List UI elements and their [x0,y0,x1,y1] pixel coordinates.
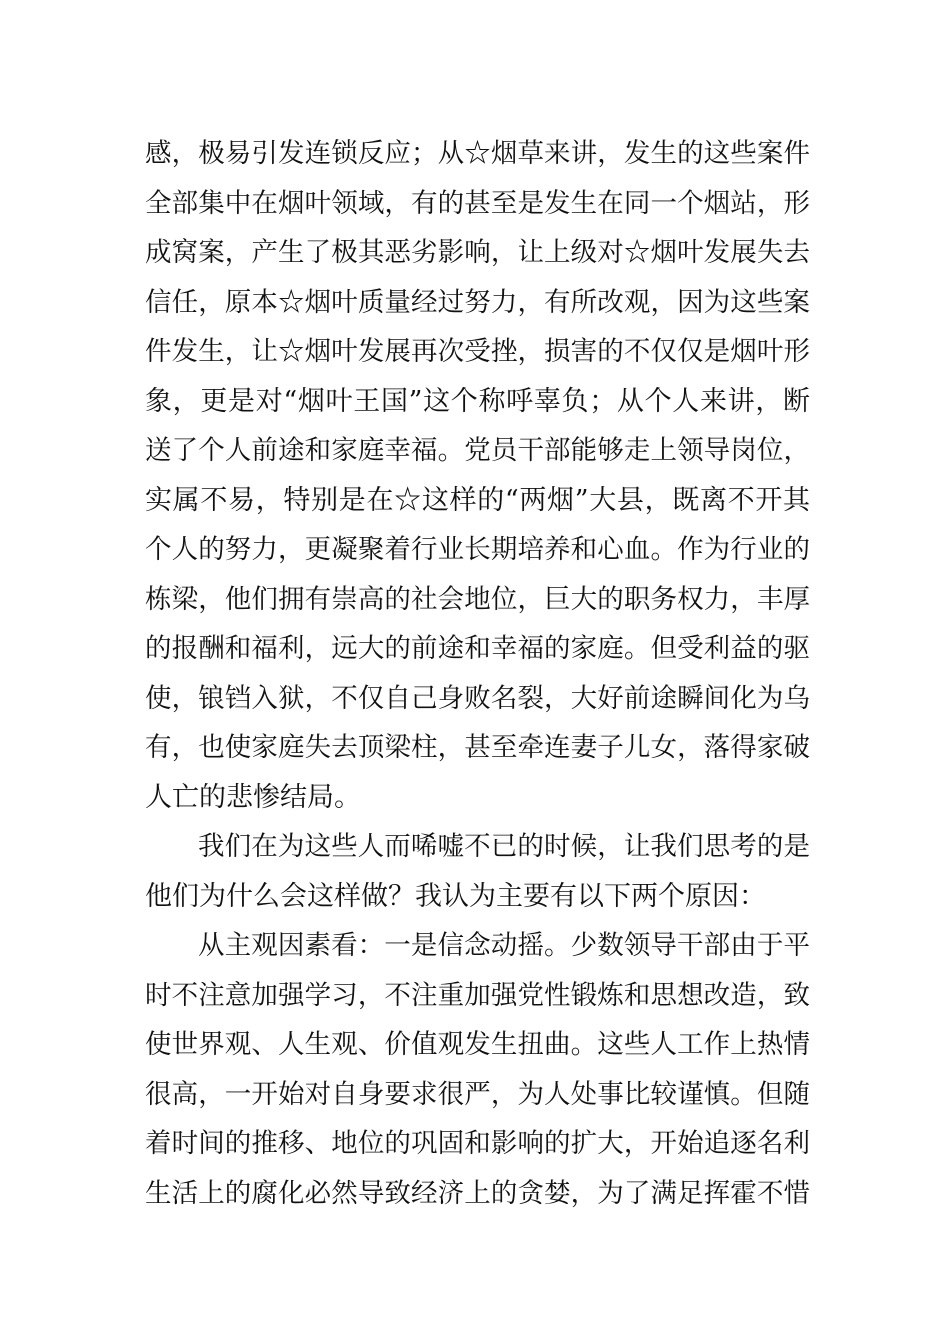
paragraph-first-line: 从主观因素看：一是信念动摇。少数领导干部由于平 [198,930,810,961]
text-line: 很高，一开始对自身要求很严，为人处事比较谨慎。但随 [145,1079,810,1110]
paragraph-first-line: 我们在为这些人而唏嘘不已的时候，让我们思考的是 [198,831,810,862]
text-line: 的报酬和福利，远大的前途和幸福的家庭。但受利益的驱 [145,633,810,664]
text-line: 个人的努力，更凝聚着行业长期培养和心血。作为行业的 [145,534,810,565]
text-line: 使世界观、人生观、价值观发生扭曲。这些人工作上热情 [145,1029,810,1060]
text-line: 送了个人前途和家庭幸福。党员干部能够走上领导岗位， [145,435,810,466]
text-line: 人亡的悲惨结局。 [145,782,361,813]
text-line: 象，更是对“烟叶王国”这个称呼辜负；从个人来讲，断 [145,386,810,417]
text-line: 全部集中在烟叶领域，有的甚至是发生在同一个烟站，形 [145,188,810,219]
text-line: 他们为什么会这样做？我认为主要有以下两个原因： [145,881,766,912]
text-line: 感，极易引发连锁反应；从☆烟草来讲，发生的这些案件 [145,138,810,169]
text-line: 生活上的腐化必然导致经济上的贪婪，为了满足挥霍不惜 [145,1178,810,1209]
text-line: 件发生，让☆烟叶发展再次受挫，损害的不仅仅是烟叶形 [145,336,810,367]
text-line: 着时间的推移、地位的巩固和影响的扩大，开始追逐名利 [145,1128,810,1159]
text-line: 实属不易，特别是在☆这样的“两烟”大县，既离不开其 [145,485,810,516]
text-line: 时不注意加强学习，不注重加强党性锻炼和思想改造，致 [145,980,810,1011]
text-line: 栋梁，他们拥有崇高的社会地位，巨大的职务权力，丰厚 [145,584,810,615]
text-line: 使，锒铛入狱，不仅自己身败名裂，大好前途瞬间化为乌 [145,683,810,714]
text-line: 信任，原本☆烟叶质量经过努力，有所改观，因为这些案 [145,287,810,318]
text-line: 成窝案，产生了极其恶劣影响，让上级对☆烟叶发展失去 [145,237,810,268]
text-line: 有，也使家庭失去顶梁柱，甚至牵连妻子儿女，落得家破 [145,732,810,763]
